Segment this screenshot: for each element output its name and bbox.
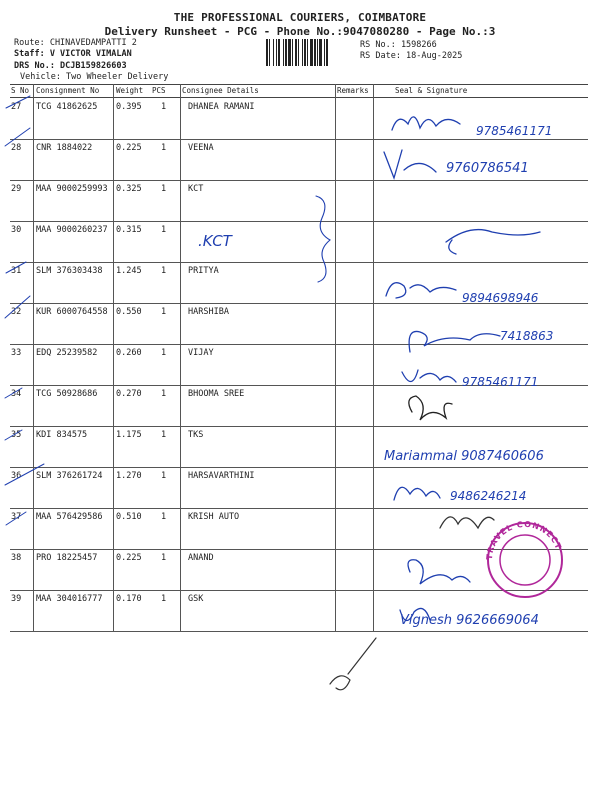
column-header-signature: Seal & Signature [395, 86, 468, 95]
document-title: THE PROFESSIONAL COURIERS, COIMBATORE [173, 11, 427, 24]
weight-cell: 1.245 [116, 266, 142, 276]
phone-row-31: 9894698946 [462, 291, 539, 305]
sno-cell: 35 [11, 430, 22, 440]
consignment-cell: CNR 1884022 [36, 143, 93, 153]
sno-cell: 27 [11, 102, 22, 112]
pcs-cell: 1 [161, 225, 167, 235]
consignment-cell: TCG 41862625 [36, 102, 98, 112]
phone-row-36: 9486246214 [450, 489, 527, 503]
pcs-cell: 1 [161, 389, 167, 399]
phone-row-32: 7418863 [500, 329, 554, 343]
column-header-sno: S No [11, 86, 30, 95]
sno-cell: 36 [11, 471, 22, 481]
kct-note: .KCT [198, 232, 232, 250]
table-row [10, 426, 588, 468]
sno-cell: 29 [11, 184, 22, 194]
consignment-cell: KUR 6000764558 [36, 307, 108, 317]
weight-cell: 0.260 [116, 348, 142, 358]
consignee-cell: KRISH AUTO [188, 512, 240, 522]
sno-cell: 30 [11, 225, 22, 235]
handwritten-row-39: Vignesh 9626669064 [400, 613, 539, 628]
pcs-cell: 1 [161, 348, 167, 358]
handwritten-row-35: Mariammal 9087460606 [384, 449, 544, 464]
consignee-cell: DHANEA RAMANI [188, 102, 255, 112]
sno-cell: 34 [11, 389, 22, 399]
weight-cell: 0.225 [116, 553, 142, 563]
rs-date: RS Date: 18-Aug-2025 [360, 51, 463, 61]
consignee-cell: VIJAY [188, 348, 214, 358]
column-header-remarks: Remarks [337, 86, 369, 95]
pcs-cell: 1 [161, 430, 167, 440]
pcs-cell: 1 [161, 553, 167, 563]
barcode [266, 39, 358, 66]
pcs-cell: 1 [161, 102, 167, 112]
consignee-cell: TKS [188, 430, 204, 440]
pcs-cell: 1 [161, 143, 167, 153]
table-row [10, 180, 588, 222]
pcs-cell: 1 [161, 512, 167, 522]
sno-cell: 39 [11, 594, 22, 604]
weight-cell: 0.270 [116, 389, 142, 399]
table-row [10, 303, 588, 345]
consignee-cell: HARSHIBA [188, 307, 229, 317]
column-header-weight: Weight [116, 86, 144, 95]
consignee-cell: KCT [188, 184, 204, 194]
sno-cell: 37 [11, 512, 22, 522]
document-subtitle: Delivery Runsheet - PCG - Phone No.:9047080280 - Page No.:3 [104, 25, 496, 38]
pcs-cell: 1 [161, 307, 167, 317]
table-row [10, 467, 588, 509]
weight-cell: 0.325 [116, 184, 142, 194]
table-row [10, 590, 588, 632]
sno-cell: 32 [11, 307, 22, 317]
weight-cell: 0.510 [116, 512, 142, 522]
sno-cell: 28 [11, 143, 22, 153]
column-header-consignee: Consignee Details [182, 86, 259, 95]
phone-row-33: 9785461171 [462, 375, 539, 389]
stamp-text: TRAVEL CONNECT [484, 519, 564, 561]
consignment-cell: KDI 834575 [36, 430, 88, 440]
consignment-cell: SLM 376261724 [36, 471, 103, 481]
sno-cell: 33 [11, 348, 22, 358]
pcs-cell: 1 [161, 184, 167, 194]
consignee-cell: GSK [188, 594, 204, 604]
consignment-cell: EDQ 25239582 [36, 348, 98, 358]
phone-row-28: 9760786541 [446, 161, 529, 176]
bottom-scribble [330, 638, 376, 690]
table-row [10, 385, 588, 427]
consignment-cell: SLM 376303438 [36, 266, 103, 276]
sno-cell: 31 [11, 266, 22, 276]
vehicle-label: Vehicle: Two Wheeler Delivery [20, 72, 169, 82]
pcs-cell: 1 [161, 471, 167, 481]
consignment-cell: MAA 304016777 [36, 594, 103, 604]
weight-cell: 0.225 [116, 143, 142, 153]
weight-cell: 0.550 [116, 307, 142, 317]
column-header-consignment: Consignment No [36, 86, 100, 95]
table-row [10, 98, 588, 140]
weight-cell: 0.315 [116, 225, 142, 235]
consignee-cell: VEENA [188, 143, 214, 153]
drs-number: DRS No.: DCJB159826603 [14, 61, 127, 71]
rs-number: RS No.: 1598266 [360, 40, 437, 50]
consignee-cell: BHOOMA SREE [188, 389, 245, 399]
table-row [10, 262, 588, 304]
weight-cell: 0.170 [116, 594, 142, 604]
table-row [10, 139, 588, 181]
route-label: Route: CHINAVEDAMPATTI 2 [14, 38, 137, 48]
consignment-cell: MAA 9000259993 [36, 184, 108, 194]
weight-cell: 1.270 [116, 471, 142, 481]
consignment-cell: MAA 576429586 [36, 512, 103, 522]
pcs-cell: 1 [161, 594, 167, 604]
consignment-cell: PRO 18225457 [36, 553, 98, 563]
sno-cell: 38 [11, 553, 22, 563]
table-row [10, 221, 588, 263]
consignee-cell: ANAND [188, 553, 214, 563]
table-header [10, 84, 588, 98]
consignee-cell: HARSAVARTHINI [188, 471, 255, 481]
weight-cell: 1.175 [116, 430, 142, 440]
staff-label: Staff: V VICTOR VIMALAN [14, 49, 132, 59]
column-header-pcs: PCS [152, 86, 166, 95]
table-row [10, 549, 588, 591]
weight-cell: 0.395 [116, 102, 142, 112]
consignment-cell: MAA 9000260237 [36, 225, 108, 235]
phone-row-27: 9785461171 [476, 124, 553, 138]
runsheet-table [10, 84, 588, 632]
consignee-cell: PRITYA [188, 266, 219, 276]
consignment-cell: TCG 50928686 [36, 389, 98, 399]
pcs-cell: 1 [161, 266, 167, 276]
table-row [10, 344, 588, 386]
table-row [10, 508, 588, 550]
